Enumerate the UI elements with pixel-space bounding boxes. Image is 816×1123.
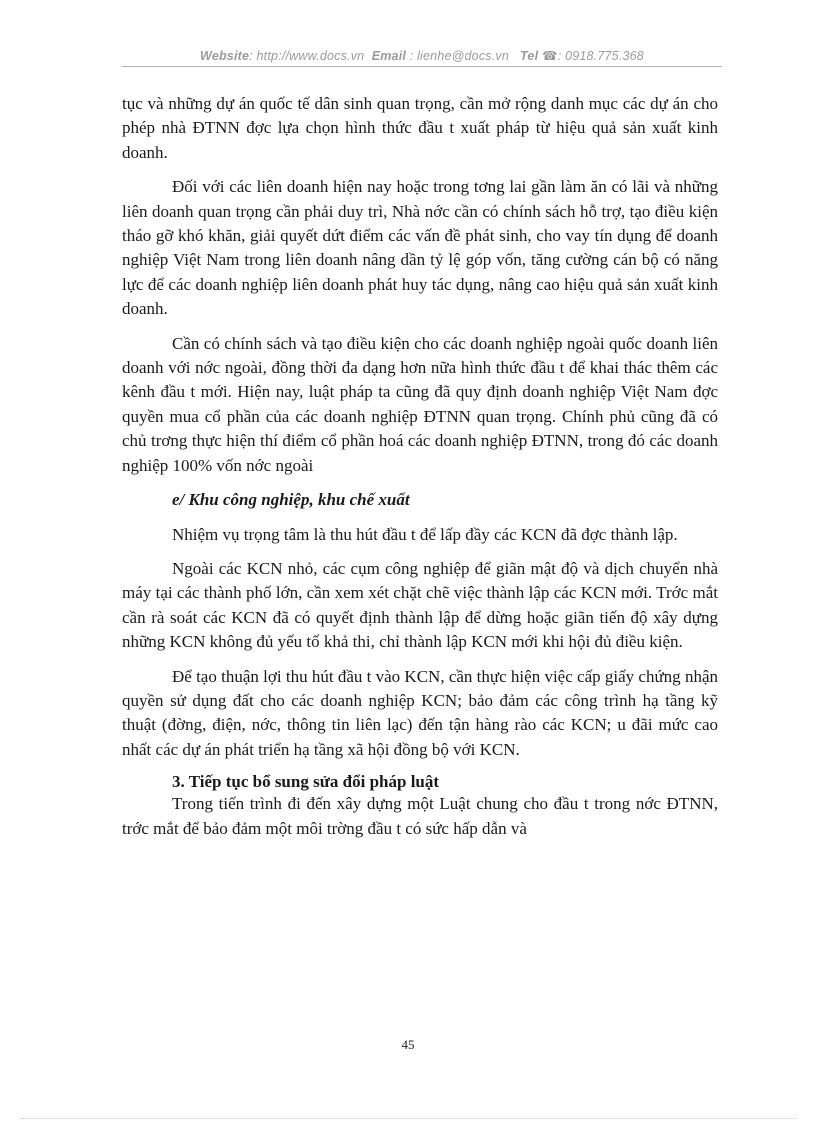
phone-icon: ☎ <box>541 49 558 63</box>
footer-divider <box>20 1118 796 1119</box>
document-body <box>122 92 718 851</box>
email-value: : lienhe@docs.vn <box>409 49 510 63</box>
paragraph-6: Để tạo thuận lợi thu hút đầu t vào KCN, cần thực hiện việc cấp giấy chứng nhận quyền sử dụng đất cho các doanh nghiệp KCN; bảo đảm các công trình hạ tầng kỹ thuật (đờng, điện, nớc, thông tin liên lạc) đến tận hàng rào các KCN; u đãi mức cao nhất các dự án phát triển hạ tầng xã hội đồng bộ với KCN. <box>122 666 718 759</box>
website-value: : http://www.docs.vn <box>249 49 365 63</box>
subsection-heading: e/ Khu công nghiệp, khu chế xuất <box>172 490 410 510</box>
website-label: Website <box>200 49 250 63</box>
header-divider <box>122 66 722 67</box>
page-number: 45 <box>401 1037 415 1052</box>
paragraph-5: Ngoài các KCN nhỏ, các cụm công nghiệp để giãn mật độ và dịch chuyển nhà máy tại các thành phố lớn, cần xem xét chặt chẽ việc thành lập các KCN mới. Trớc mắt cần rà soát các KCN đã có quyết định thành lập để dừng hoặc giãn tiến độ xây dựng những KCN không đủ yếu tố khả thi, chỉ thành lập KCN mới khi hội đủ điều kiện. <box>122 558 718 652</box>
tel-value: : 0918.775.368 <box>557 49 644 63</box>
paragraph-1: tục và những dự án quốc tế dân sinh quan trọng, cần mở rộng danh mục các dự án cho phép nhà ĐTNN đợc lựa chọn hình thức đầu t xuất pháp từ hiệu quả sản xuất kinh doanh. <box>122 94 718 162</box>
section-heading: 3. Tiếp tục bổ sung sửa đổi pháp luật <box>172 772 440 792</box>
paragraph-2: Đối với các liên doanh hiện nay hoặc trong tơng lai gần làm ăn có lãi và những liên doanh quan trọng cần phải duy trì, Nhà nớc cần có chính sách hỗ trợ, tạo điều kiện tháo gỡ khó khăn, giải quyết dứt điểm các vấn đề phát sinh, cho vay tín dụng để doanh nghiệp Việt Nam trong liên doanh nâng dần tỷ lệ góp vốn, tăng cường cán bộ có năng lực để các doanh nghiệp liên doanh phát huy tác dụng, nâng cao hiệu quả sản xuất kinh doanh. <box>122 177 718 319</box>
tel-label: Tel <box>520 49 539 63</box>
page-header <box>122 48 722 63</box>
paragraph-3: Cần có chính sách và tạo điều kiện cho các doanh nghiệp ngoài quốc doanh liên doanh với nớc ngoài, đồng thời đa dạng hơn nữa hình thức đầu t để khai thác thêm các kênh đầu t mới. Hiện nay, luật pháp ta cũng đã quy định doanh nghiệp Việt Nam đợc quyền mua cổ phần của các doanh nghiệp ĐTNN quan trọng. Chính phủ cũng đã có chủ trơng thực hiện thí điểm cổ phần hoá các doanh nghiệp ĐTNN, trong đó các doanh nghiệp 100% vốn nớc ngoài <box>122 333 718 475</box>
email-label: Email <box>371 49 407 63</box>
paragraph-4: Nhiệm vụ trọng tâm là thu hút đầu t để lấp đầy các KCN đã đợc thành lập. <box>172 524 678 544</box>
paragraph-7: Trong tiến trình đi đến xây dựng một Luật chung cho đầu t trong nớc ĐTNN, trớc mắt để bảo đảm một môi trờng đầu t có sức hấp dẫn và <box>122 794 718 838</box>
